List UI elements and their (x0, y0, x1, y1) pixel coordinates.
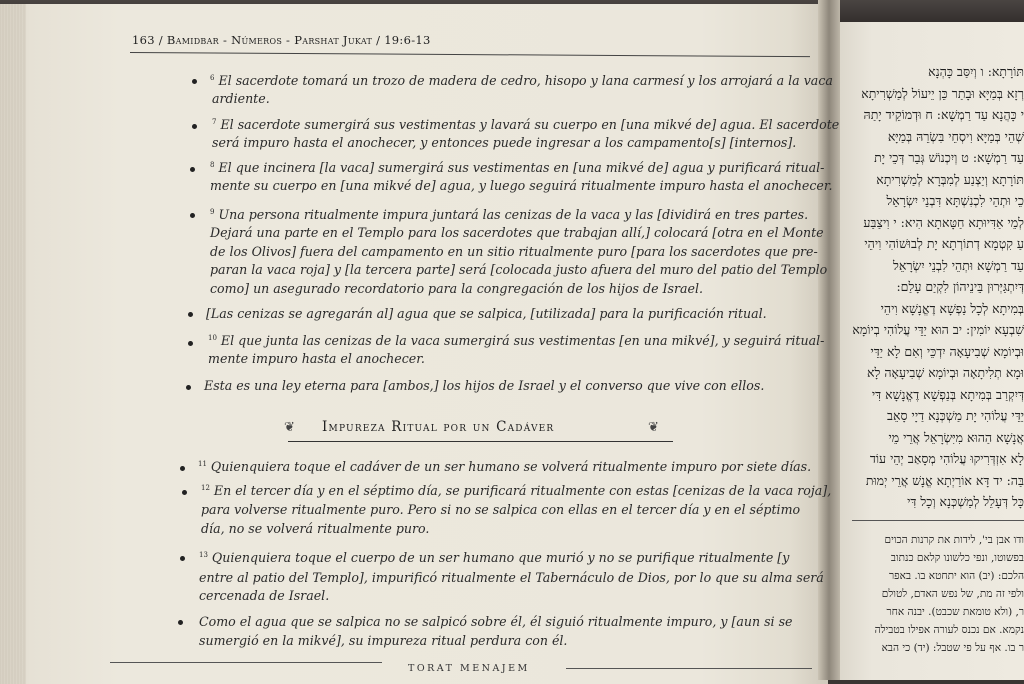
verse-line: sumergió en la mikvé], su impureza ritual perdura con él. (199, 633, 567, 648)
verse-line: como] un asegurado recordatorio para la congregación de los hijos de Israel. (210, 281, 703, 296)
verse-line: $^{13}$ Quienquiera toque el cuerpo de un ser humano que murió y no se purifique ritualmente [y (199, 550, 789, 565)
bullet-icon (192, 79, 197, 84)
hebrew-line: דְּיִתְגַּיְּרוּן בֵּינֵיהוֹן לִקְיַם עָלַם: (896, 279, 1024, 295)
hebrew-column (844, 60, 1024, 680)
footer-rule-left (110, 662, 382, 663)
verse-line: [Las cenizas se agregarán al] agua que se salpica, [utilizada] para la purificación ritual. (206, 306, 767, 321)
bullet-icon (186, 385, 191, 390)
bullet-icon (188, 341, 193, 346)
hebrew-column-rule (852, 520, 1024, 521)
verse-line: paran la vaca roja] y [la tercera parte] será [colocada justo afuera del muro del patio del Templo (210, 262, 827, 277)
hebrew-commentary-line: ר, (ולא טומאת שכבט). יבנה אחר (887, 606, 1024, 618)
verse-number: 11 (198, 460, 207, 468)
hebrew-commentary-line: ר בו. אף על פי שטבל: (יד) כי הבא (882, 642, 1024, 654)
verse-number: 13 (199, 551, 208, 559)
bullet-icon (178, 620, 183, 625)
ornament-right-icon: ❦ (648, 420, 659, 435)
hebrew-line: לְמֵי אַדִּיוּתָא חַטָּאתָא הִיא: י וִיצַבַּע (863, 215, 1024, 231)
bullet-icon (182, 490, 187, 495)
hebrew-line: אֲנָשָׁא הַהוּא מִיִּשְׂרָאֵל אֲרֵי מֵי (888, 430, 1024, 446)
hebrew-line: וּבְיוֹמָא שְׁבִיעָאָה יִדְכֵּי וְאִם לָא יַדֵּי (871, 344, 1024, 360)
footer-title: TORAT MENAJEM (408, 663, 530, 674)
bullet-icon (190, 167, 195, 172)
hebrew-line: דְּיִקְרַב בְּמִיתָא בְּנַפְשָׁא דֶאֱנָשָׁא דִּי (872, 387, 1024, 403)
hebrew-line: עַד רַמְשָׁא וּתְהֵי לִבְנֵי יִשְׂרָאֵל (893, 258, 1024, 274)
verse-line: cercenada de Israel. (199, 588, 329, 603)
running-head: 163 / Bamidbar - Números - Parshat Jukat / 19:6-13 (132, 33, 431, 47)
bullet-icon (190, 213, 195, 218)
hebrew-line: תּוֹרָתָא וְיַצְנַע לְמִבְּרָא לְמַשְׁרִיתָא (876, 172, 1024, 188)
verse-line: Esta es una ley eterna para [ambos,] los hijos de Israel y el converso que vive con ellos. (204, 378, 764, 393)
verse-line: Como el agua que se salpica no se salpicó sobre él, él siguió ritualmente impuro, y [aun si se (199, 614, 793, 629)
verse-line: día, no se volverá ritualmente puro. (201, 521, 429, 536)
hebrew-commentary-line: הלכם: (יב) הוא יתחטא בו. באפר (889, 570, 1024, 582)
hebrew-line: וּמָא תְלִיתָאָה וּבְיוֹמָא שְׁבִיעָאָה לָא (867, 365, 1024, 381)
hebrew-line: כֵי וּתְהֵי לִכְנִשְׁתָּא דִּבְנֵי יִשְׂרָאֵל (886, 193, 1024, 209)
verse-number: 7 (212, 118, 216, 126)
hebrew-line: שְׁהֵי בְּמַיָּא וִיסְחֵי בִּשְׂרֵהּ בְּמַיָּא (888, 129, 1024, 145)
section-rule (288, 441, 673, 442)
verse-number: 6 (210, 74, 214, 82)
ornament-left-icon: ❦ (284, 420, 295, 435)
hebrew-line: עַ קִטְמָא דְתוֹרְתָא יָת לְבוּשׁוֹהִי וִיהֵי (864, 236, 1024, 252)
verse-line: mente su cuerpo en [una mikvé de] agua, y luego seguirá ritualmente impuro hasta el anochecer. (210, 178, 833, 193)
hebrew-commentary-line: נקמא. אם נכנס לעורה אפילו בטבילה (875, 624, 1024, 636)
hebrew-line: לָא אִזְדְּרִיקוּ עֲלוֹהִי מְסָאַב יְהֵי עוֹד (870, 451, 1024, 467)
verse-line: de los Olivos] fuera del campamento en un sitio ritualmente puro [para los sacerdotes que pre- (210, 244, 818, 259)
verse-line: Dejará una parte en el Templo para los sacerdotes que trabajan allí,] colocará [otra en el Monte (210, 225, 824, 240)
hebrew-commentary-line: ודו אבן בי', לידות את קרנות הכוים (885, 534, 1024, 546)
verse-line: $^{10}$ El que junta las cenizas de la vaca sumergirá sus vestimentas [en una mikvé], y seguirá ritual- (208, 333, 824, 348)
hebrew-line: רְזָא בְּמַיָּא וּבָתַר כֵּן יֵיעוֹל לְמַשְׁרִיתָא (861, 86, 1024, 102)
bullet-icon (188, 312, 193, 317)
verse-line: $^{11}$ Quienquiera toque el cadáver de un ser humano se volverá ritualmente impuro por siete días. (198, 459, 811, 474)
verse-line: $^9$ Una persona ritualmente impura juntará las cenizas de la vaca y las [dividirá en tres partes. (210, 207, 808, 222)
hebrew-line: יַדֵּי עֲלוֹהִי יָת מַשְׁכְּנָא דַיָי סָאֵב (887, 408, 1024, 424)
verse-line: $^7$ El sacerdote sumergirá sus vestimentas y lavará su cuerpo en [una mikvé de] agua. El sacerdote (212, 117, 839, 132)
verse-number: 9 (210, 208, 214, 216)
hebrew-commentary-line: בפשוטו, ונפי כלשונו קלאם כנתוב (891, 552, 1024, 564)
hebrew-line: בַּה: יד דָּא אוֹרַיְתָא אֱנָשׁ אֲרֵי יְמוּת (866, 473, 1024, 489)
bullet-icon (180, 556, 185, 561)
hebrew-line: י כָּהֲנָא עַד רַמְשָׁא: ח וּדְמוֹקֵיד יָתַהּ (864, 107, 1024, 123)
verse-line: mente impuro hasta el anochecer. (208, 351, 425, 366)
hebrew-line: בְּמִיתָא לְכָל נַפְשָׁא דֶאֱנָשָׁא וִיהֵי (881, 301, 1024, 317)
verse-number: 8 (210, 161, 214, 169)
hebrew-line: שִׁבְעָא יוֹמִין: יב הוּא יַדֵּי עֲלוֹהִי בְיוֹמָא (852, 322, 1024, 338)
verse-number: 12 (201, 484, 210, 492)
bullet-icon (192, 124, 197, 129)
verse-line: $^8$ El que incinera [la vaca] sumergirá sus vestimentas en [una mikvé de] agua y purificará ritual- (210, 160, 824, 175)
verse-line: para volverse ritualmente puro. Pero si no se salpica con ellas en el tercer día y en el séptimo (201, 502, 800, 517)
verse-line: entre al patio del Templo], impurificó ritualmente el Tabernáculo de Dios, por lo que su alma será (199, 570, 824, 585)
hebrew-commentary-line: ולפי זה מת, של נפש האדם, לטולם (882, 588, 1024, 600)
verse-number: 10 (208, 334, 217, 342)
verse-line: será impuro hasta el anochecer, y entonces puede ingresar a los campamento[s] [internos]. (212, 135, 796, 150)
verse-line: $^{12}$ En el tercer día y en el séptimo día, se purificará ritualmente con estas [cenizas de la vaca roja], (201, 483, 831, 498)
hebrew-line: עַד רַמְשָׁא: ט וְיִכְנוֹשׁ גְּבַר דְּכֵי יָת (874, 150, 1024, 166)
hebrew-line: כָּל דְּעָלֵל לְמַשְׁכְּנָא וְכָל דִּי (907, 494, 1024, 510)
footer-rule-right (566, 668, 812, 669)
hebrew-line: תּוֹרָתָא: ו וְיִסַּב כָּהְנָא (928, 64, 1024, 80)
section-title: Impureza Ritual por un Cadáver (322, 419, 554, 435)
verse-line: $^6$ El sacerdote tomará un trozo de madera de cedro, hisopo y lana carmesí y los arrojará a la vaca (210, 73, 833, 88)
bullet-icon (180, 466, 185, 471)
verse-line: ardiente. (212, 91, 270, 106)
